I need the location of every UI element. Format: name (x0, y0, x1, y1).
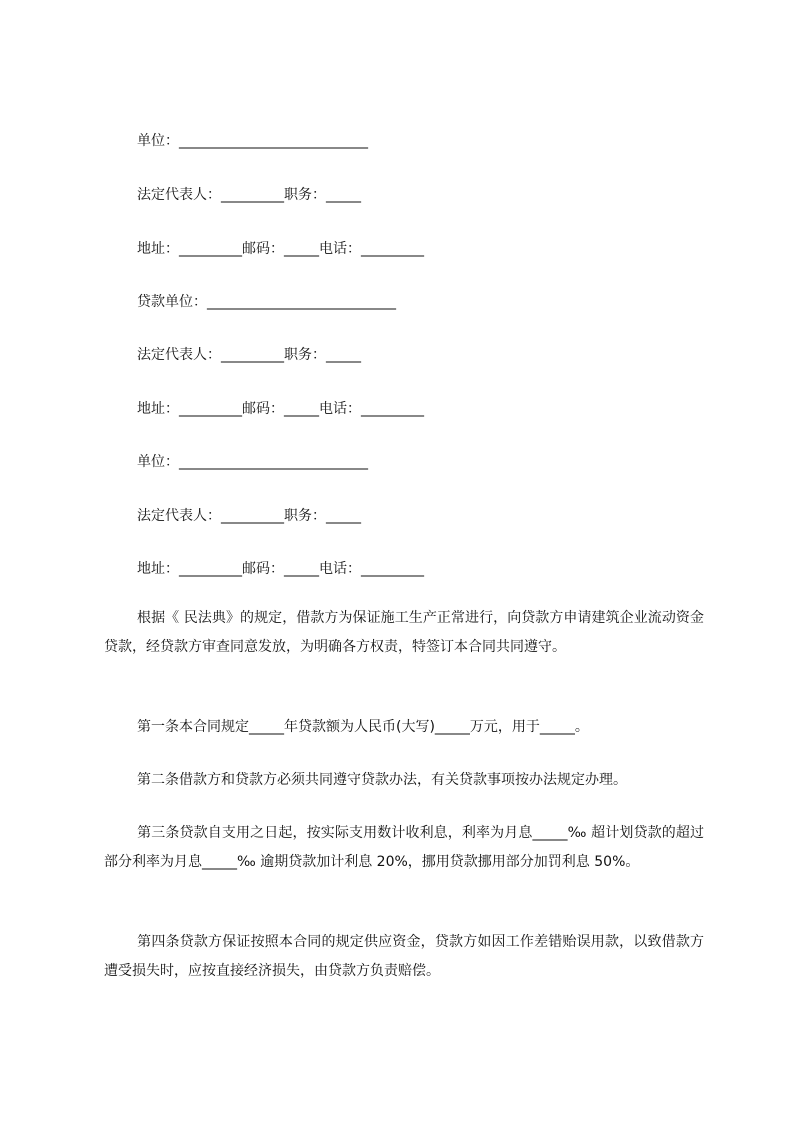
article-4-text: 第四条贷款方保证按照本合同的规定供应资金，贷款方如因工作差错贻误用款，以致借款方遭受损失时，应按直接经济损失，由贷款方负责赔偿。 (104, 934, 704, 979)
article-3 (104, 819, 704, 877)
article-4 (104, 928, 704, 986)
party-a-representative-field: 法定代表人：_________职务：_____ (137, 187, 361, 203)
article-1 (104, 713, 704, 742)
article-1-text: 第一条本合同规定_____年贷款额为人民币(大写)_____万元，用于_____。 (137, 719, 589, 735)
party-c-unit-field: 单位：___________________________ (137, 454, 368, 470)
article-3-text: 第三条贷款自支用之日起，按实际支用数计收利息，利率为月息_____‰ 超计划贷款的超过部分利率为月息_____‰ 逾期贷款加计利息 20%，挪用贷款挪用部分加罚利息 50%。 (104, 825, 704, 870)
party-c-representative-field: 法定代表人：_________职务：_____ (137, 508, 361, 524)
lender-representative-field: 法定代表人：_________职务：_____ (137, 347, 361, 363)
article-2-text: 第二条借款方和贷款方必须共同遵守贷款办法，有关贷款事项按办法规定办理。 (137, 772, 627, 788)
party-a-address-field: 地址：_________邮码：_____电话：_________ (137, 241, 424, 257)
intro-paragraph (104, 604, 704, 662)
lender-unit-field: 贷款单位：___________________________ (137, 294, 396, 310)
party-c-address-field: 地址：_________邮码：_____电话：_________ (137, 561, 424, 577)
party-a-unit-field: 单位：___________________________ (137, 133, 368, 149)
lender-address-field: 地址：_________邮码：_____电话：_________ (137, 401, 424, 417)
article-2 (104, 766, 704, 795)
intro-text: 根据《 民法典》的规定，借款方为保证施工生产正常进行，向贷款方申请建筑企业流动资金贷款，经贷款方审查同意发放，为明确各方权责，特签订本合同共同遵守。 (104, 610, 704, 655)
